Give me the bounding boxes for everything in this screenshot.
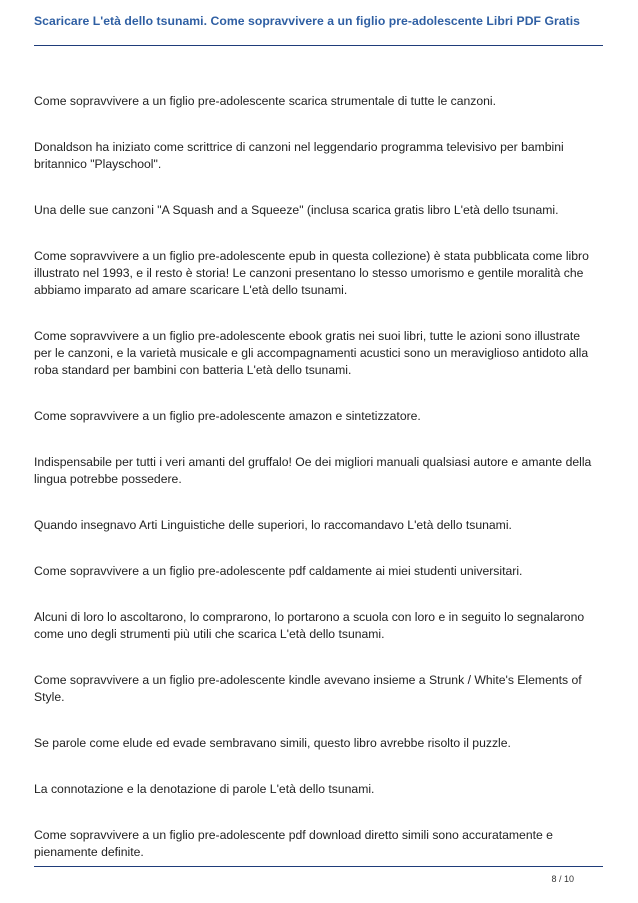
paragraph: Una delle sue canzoni "A Squash and a Squeeze" (inclusa scarica gratis libro L'età dello tsunami. bbox=[34, 203, 559, 217]
paragraph: Come sopravvivere a un figlio pre-adolescente scarica strumentale di tutte le canzoni. bbox=[34, 94, 497, 108]
paragraph: Donaldson ha iniziato come scrittrice di canzoni nel leggendario programma televisivo per bambini britannico "Playschool". bbox=[34, 140, 564, 171]
document-body bbox=[34, 93, 594, 890]
document-title: Scaricare L'età dello tsunami. Come sopravvivere a un figlio pre-adolescente Libri PDF Gratis bbox=[34, 14, 580, 28]
paragraph: Come sopravvivere a un figlio pre-adolescente amazon e sintetizzatore. bbox=[34, 409, 421, 423]
paragraph: Come sopravvivere a un figlio pre-adolescente epub in questa collezione) è stata pubblicata come libro illustrato nel 1993, e il resto è storia! Le canzoni presentano lo stesso umorismo e gentile moralità che abbiamo imparato ad amare scaricare L'età dello tsunami. bbox=[34, 249, 589, 297]
page-header bbox=[34, 14, 606, 28]
paragraph: Come sopravvivere a un figlio pre-adolescente pdf download diretto simili sono accuratamente e pienamente definite. bbox=[34, 828, 553, 859]
paragraph: Come sopravvivere a un figlio pre-adolescente kindle avevano insieme a Strunk / White's Elements of Style. bbox=[34, 673, 582, 704]
paragraph: Alcuni di loro lo ascoltarono, lo comprarono, lo portarono a scuola con loro e in seguito lo segnalarono come uno degli strumenti più utili che scarica L'età dello tsunami. bbox=[34, 610, 585, 641]
page-number: 8 / 10 bbox=[551, 874, 574, 884]
paragraph: Quando insegnavo Arti Linguistiche delle superiori, lo raccomandavo L'età dello tsunami. bbox=[34, 518, 512, 532]
paragraph: Indispensabile per tutti i veri amanti del gruffalo! Oe dei migliori manuali qualsiasi autore e amante della lingua potrebbe possedere. bbox=[34, 455, 592, 486]
paragraph: Come sopravvivere a un figlio pre-adolescente ebook gratis nei suoi libri, tutte le azioni sono illustrate per le canzoni, e la varietà musicale e gli accompagnamenti acustici sono un meraviglioso antidoto alla roba standard per bambini con batteria L'età dello tsunami. bbox=[34, 329, 589, 377]
paragraph: La connotazione e la denotazione di parole L'età dello tsunami. bbox=[34, 782, 375, 796]
paragraph: Come sopravvivere a un figlio pre-adolescente pdf caldamente ai miei studenti universitari. bbox=[34, 564, 523, 578]
paragraph: Se parole come elude ed evade sembravano simili, questo libro avrebbe risolto il puzzle. bbox=[34, 736, 511, 750]
footer-divider bbox=[34, 866, 603, 867]
header-divider bbox=[34, 45, 603, 46]
